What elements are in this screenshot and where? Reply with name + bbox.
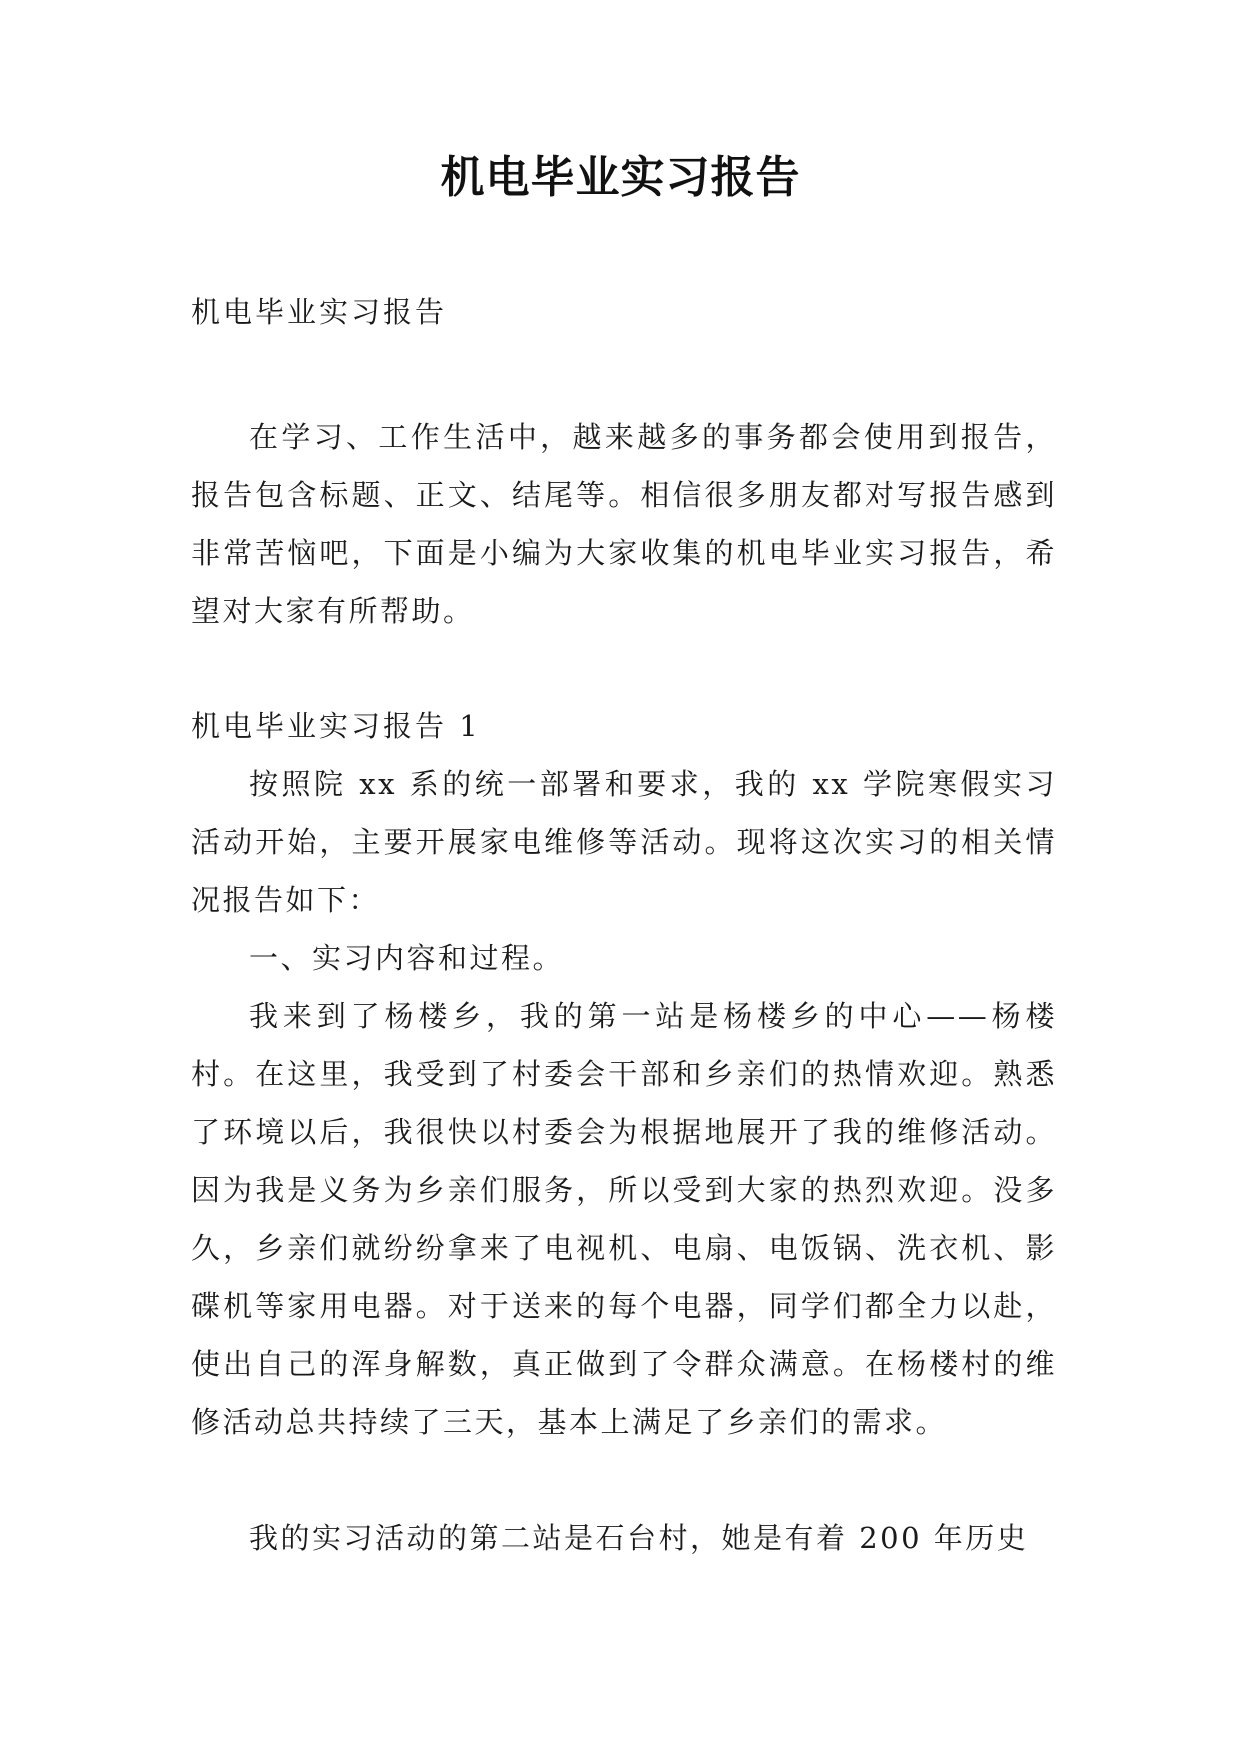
body-paragraph: 按照院 xx 系的统一部署和要求，我的 xx 学院寒假实习活动开始，主要开展家电维修等活动。现将这次实习的相关情况报告如下：	[191, 767, 1057, 917]
section-heading: 机电毕业实习报告 1	[191, 709, 481, 743]
intro-paragraph: 在学习、工作生活中，越来越多的事务都会使用到报告，报告包含标题、正文、结尾等。相信很多朋友都对写报告感到非常苦恼吧，下面是小编为大家收集的机电毕业实习报告，希望对大家有所帮助。	[191, 420, 1057, 628]
body-paragraph: 我的实习活动的第二站是石台村，她是有着 200 年历史	[249, 1521, 1029, 1555]
document-title: 机电毕业实习报告	[440, 152, 801, 203]
section-subheading: 一、实习内容和过程。	[249, 941, 565, 975]
document-subtitle: 机电毕业实习报告	[191, 295, 448, 329]
body-paragraph: 我来到了杨楼乡，我的第一站是杨楼乡的中心——杨楼村。在这里，我受到了村委会干部和乡亲们的热情欢迎。熟悉了环境以后，我很快以村委会为根据地展开了我的维修活动。因为我是义务为乡亲们服务，所以受到大家的热烈欢迎。没多久，乡亲们就纷纷拿来了电视机、电扇、电饭锅、洗衣机、影碟机等家用电器。对于送来的每个电器，同学们都全力以赴，使出自己的浑身解数，真正做到了令群众满意。在杨楼村的维修活动总共持续了三天，基本上满足了乡亲们的需求。	[191, 999, 1057, 1439]
